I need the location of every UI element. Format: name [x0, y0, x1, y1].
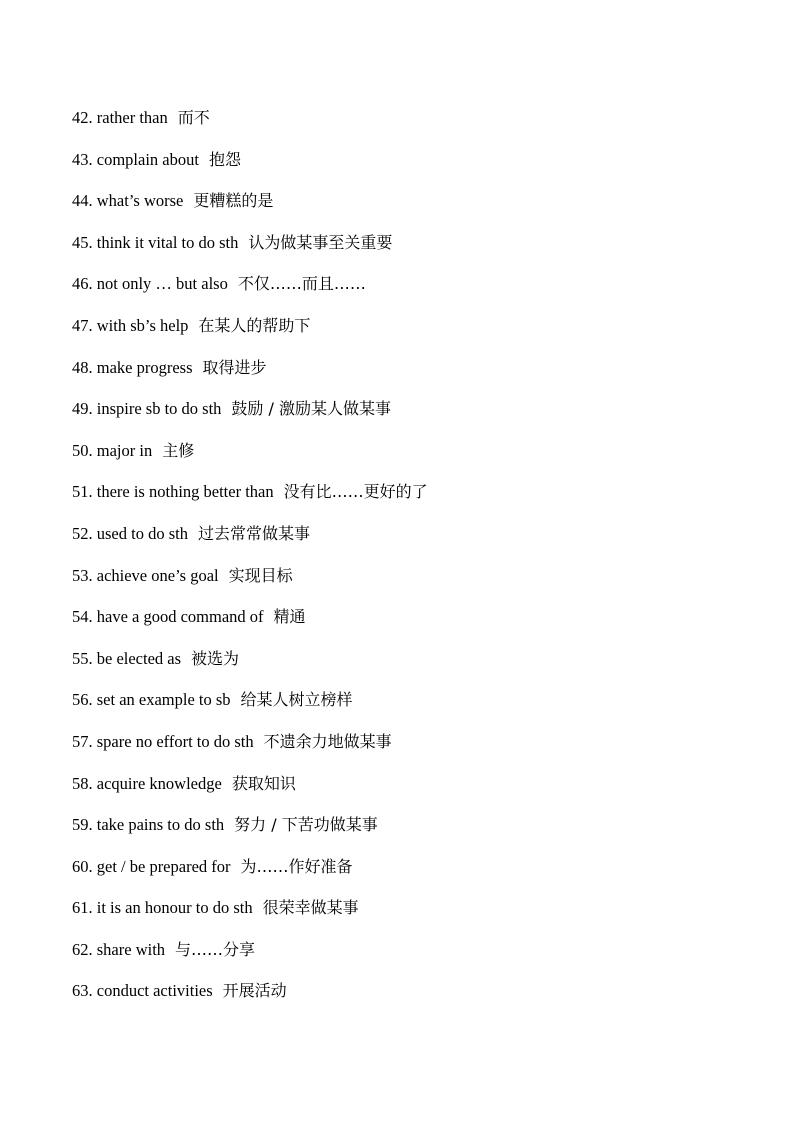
phrase-chinese: 在某人的帮助下	[198, 315, 311, 335]
phrase-english: rather than	[96, 108, 168, 127]
phrase-number: 54.	[72, 607, 93, 627]
phrase-chinese: 开展活动	[222, 981, 287, 1001]
phrase-english: there is nothing better than	[96, 482, 274, 502]
phrase-item	[72, 190, 428, 232]
phrase-item	[72, 440, 428, 482]
phrase-chinese: 被选为	[191, 648, 240, 668]
phrase-item	[72, 481, 428, 523]
phrase-item	[72, 149, 428, 191]
phrase-english: take pains to do sth	[96, 815, 225, 835]
phrase-chinese: 更糟糕的是	[193, 191, 274, 211]
phrase-english: think it vital to do sth	[96, 232, 239, 252]
phrase-number: 42.	[72, 108, 93, 127]
phrase-number: 56.	[72, 690, 93, 710]
phrase-english: set an example to sb	[96, 690, 231, 710]
phrase-english: acquire knowledge	[96, 773, 222, 793]
phrase-number: 57.	[72, 731, 93, 751]
phrase-chinese: 没有比……更好的了	[283, 482, 428, 502]
phrase-number: 52.	[72, 523, 93, 543]
phrase-english: not only … but also	[96, 274, 228, 294]
phrase-item	[72, 315, 428, 357]
phrase-english: spare no effort to do sth	[96, 731, 254, 751]
phrase-english: have a good command of	[96, 607, 264, 627]
phrase-number: 44.	[72, 191, 93, 211]
phrase-english: with sb’s help	[96, 315, 189, 335]
phrase-english: major in	[96, 440, 153, 460]
phrase-english: inspire sb to do sth	[96, 399, 222, 419]
phrase-english: what’s worse	[96, 191, 184, 211]
phrase-item	[72, 273, 428, 315]
phrase-item	[72, 814, 428, 856]
phrase-number: 49.	[72, 399, 93, 419]
phrase-english: it is an honour to do sth	[96, 898, 253, 918]
phrase-chinese: 取得进步	[202, 357, 267, 377]
phrase-english: share with	[96, 939, 166, 959]
phrase-number: 45.	[72, 232, 93, 252]
phrase-number: 63.	[72, 981, 93, 1001]
phrase-chinese: 很荣幸做某事	[262, 898, 359, 918]
phrase-chinese: 给某人树立榜样	[240, 690, 353, 710]
phrase-english: complain about	[96, 149, 199, 169]
phrase-number: 58.	[72, 773, 93, 793]
phrase-chinese: 不遗余力地做某事	[263, 731, 392, 751]
phrase-item	[72, 897, 428, 939]
phrase-number: 48.	[72, 357, 93, 377]
phrase-chinese: 而不	[177, 108, 210, 127]
phrase-english: conduct activities	[96, 981, 213, 1001]
phrase-item	[72, 980, 428, 1022]
phrase-item	[72, 606, 428, 648]
phrase-chinese: 为……作好准备	[240, 856, 353, 876]
phrase-chinese: 鼓励 / 激励某人做某事	[231, 399, 391, 419]
phrase-item	[72, 856, 428, 898]
phrase-chinese: 认为做某事至关重要	[248, 232, 393, 252]
phrase-item	[72, 689, 428, 731]
phrase-english: make progress	[96, 357, 193, 377]
phrase-chinese: 不仅……而且……	[237, 274, 366, 294]
phrase-english: get / be prepared for	[96, 856, 231, 876]
phrase-english: used to do sth	[96, 523, 188, 543]
phrase-english: be elected as	[96, 648, 182, 668]
phrase-number: 51.	[72, 482, 93, 502]
phrase-item	[72, 523, 428, 565]
phrase-item	[72, 107, 428, 149]
phrase-item	[72, 357, 428, 399]
phrase-number: 61.	[72, 898, 93, 918]
phrase-chinese: 精通	[273, 607, 306, 627]
phrase-chinese: 努力 / 下苦功做某事	[234, 815, 378, 835]
phrase-number: 60.	[72, 856, 93, 876]
phrase-english: achieve one’s goal	[96, 565, 219, 585]
phrase-number: 46.	[72, 274, 93, 294]
phrase-item	[72, 648, 428, 690]
phrase-item	[72, 565, 428, 607]
phrase-chinese: 与……分享	[175, 939, 256, 959]
phrase-list	[72, 107, 428, 1022]
phrase-chinese: 抱怨	[208, 149, 241, 169]
phrase-number: 62.	[72, 939, 93, 959]
phrase-number: 53.	[72, 565, 93, 585]
phrase-item	[72, 398, 428, 440]
phrase-number: 59.	[72, 815, 93, 835]
phrase-item	[72, 232, 428, 274]
phrase-chinese: 获取知识	[231, 773, 296, 793]
phrase-chinese: 主修	[162, 440, 195, 460]
phrase-chinese: 过去常常做某事	[197, 523, 310, 543]
phrase-number: 43.	[72, 149, 93, 169]
phrase-item	[72, 773, 428, 815]
phrase-number: 55.	[72, 648, 93, 668]
phrase-item	[72, 731, 428, 773]
phrase-number: 50.	[72, 440, 93, 460]
phrase-number: 47.	[72, 315, 93, 335]
phrase-chinese: 实现目标	[228, 565, 293, 585]
phrase-item	[72, 939, 428, 981]
